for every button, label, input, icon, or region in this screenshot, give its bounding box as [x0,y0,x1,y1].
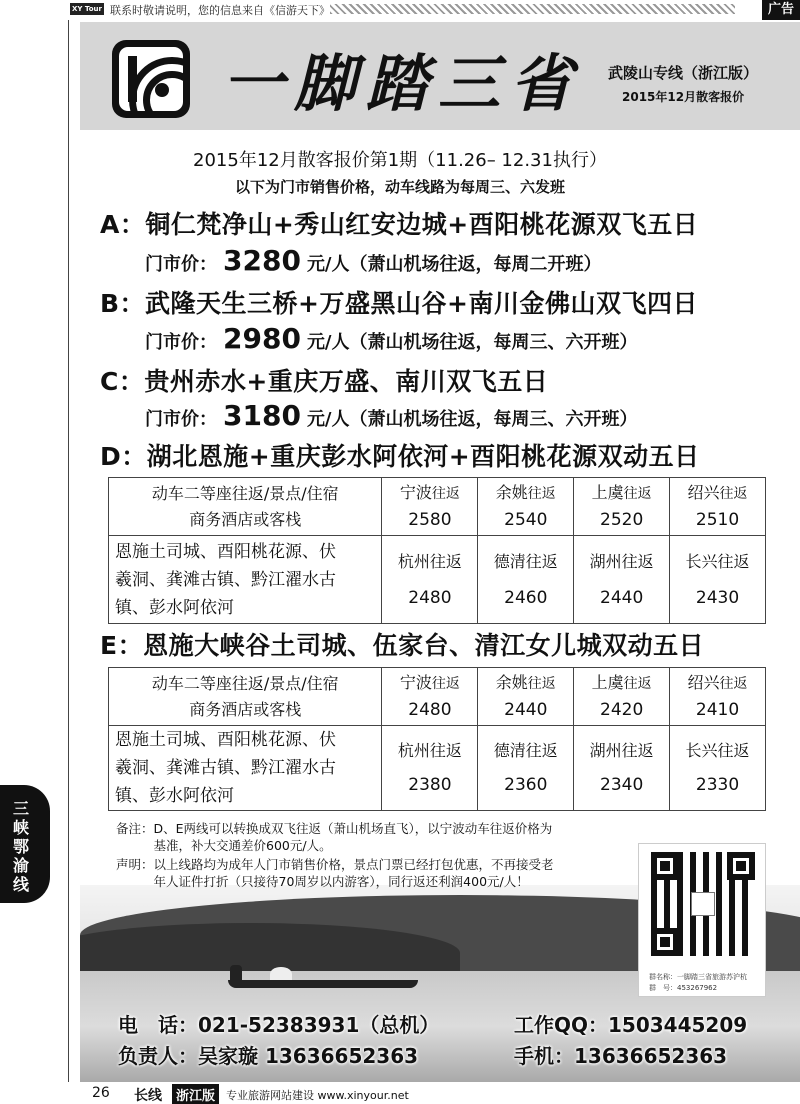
fare-cell: 德清往返 2460 [478,536,574,624]
fare-desc: 恩施土司城、酉阳桃花源、伏 羲洞、龚滩古镇、黔江濯水古 镇、彭水阿依河 [109,536,382,624]
price-value: 2980 [223,322,301,355]
footer [0,1082,800,1104]
route-b-title: B：武隆天生三桥+万盛黑山谷+南川金佛山双飞四日 [100,289,698,318]
fare-cell: 杭州往返 2480 [382,536,478,624]
fare-desc: 动车二等座往返/景点/住宿 商务酒店或客栈 [109,478,382,536]
table-row [109,536,766,624]
fare-cell: 余姚往返 2540 [478,478,574,536]
route-c-price [145,399,638,432]
table-row [109,478,766,536]
section-side-tab-label: 三峡鄂渝线 [12,799,29,894]
publication-logo: XY Tour [72,5,102,13]
fare-cell: 湖州往返 2340 [574,726,670,811]
price-note: （萧山机场往返，每周三、六开班） [349,332,638,353]
ad-badge: 广告 [762,0,800,20]
contact-phone: 电 话：021-52383931（总机） [118,1013,440,1037]
price-note: （萧山机场往返，每周三、六开班） [349,409,638,430]
fare-desc: 动车二等座往返/景点/住宿 商务酒店或客栈 [109,668,382,726]
route-c-title: C：贵州赤水+重庆万盛、南川双飞五日 [100,367,549,396]
table-row [109,726,766,811]
fare-desc: 恩施土司城、酉阳桃花源、伏 羲洞、龚滩古镇、黔江濯水古 镇、彭水阿依河 [109,726,382,811]
route-a-title: A：铜仁梵净山+秀山红安边城+酉阳桃花源双飞五日 [100,210,699,239]
fare-cell: 余姚往返 2440 [478,668,574,726]
fare-cell: 德清往返 2360 [478,726,574,811]
route-b-price [145,322,638,355]
contact-manager: 负责人：吴家璇 13636652363 [118,1044,419,1068]
route-e-fare-table [108,667,766,811]
fare-cell: 杭州往返 2380 [382,726,478,811]
price-prefix: 门市价： [145,332,217,353]
fare-cell: 上虞往返 2520 [574,478,670,536]
footer-slogan: 专业旅游网站建设 www.xinyour.net [226,1089,409,1102]
fare-cell: 宁波往返 2580 [382,478,478,536]
top-strip [0,0,800,20]
fare-cell: 湖州往返 2440 [574,536,670,624]
footer-region-badge: 浙江版 [172,1084,219,1104]
notes-block [116,820,656,892]
price-unit: 元/人 [306,409,350,430]
fare-cell: 绍兴往返 2410 [670,668,766,726]
price-unit: 元/人 [306,254,350,275]
qr-card [638,843,766,997]
table-row [109,668,766,726]
route-e-title: E：恩施大峡谷土司城、伍家台、清江女儿城双动五日 [100,631,705,660]
price-note: （萧山机场往返，每周二开班） [349,254,602,275]
route-d-fare-table [108,477,766,624]
period-label: 2015年12月散客报价 [622,90,745,104]
qr-caption: 群名称：一脚踏三省旅游苏沪杭 群 号：453267962 [649,973,747,992]
qr-code-icon [651,852,755,956]
route-d-title: D：湖北恩施+重庆彭水阿依河+酉阳桃花源双动五日 [100,442,700,471]
hatch-divider [330,4,735,14]
brand-title: 一脚踏三省 [222,47,583,120]
fare-cell: 长兴往返 2430 [670,536,766,624]
price-unit: 元/人 [306,332,350,353]
fare-cell: 宁波往返 2480 [382,668,478,726]
issue-title: 2015年12月散客报价第1期（11.26– 12.31执行） [193,150,607,171]
fare-cell: 绍兴往返 2510 [670,478,766,536]
price-value: 3280 [223,244,301,277]
edition-label: 武陵山专线（浙江版） [608,64,759,82]
fare-cell: 长兴往返 2330 [670,726,766,811]
page-number: 26 [92,1085,110,1101]
statement-text: 声明：以上线路均为成年人门市销售价格，景点门票已经打包优惠，不再接受老 年人证件打折（只接待70周岁以内游客），同行返还利润400元/人！ [116,857,554,889]
section-side-tab [0,785,50,903]
footer-section: 长线 [134,1088,162,1104]
contact-qq: 工作QQ：1503445209 [514,1013,748,1037]
price-value: 3180 [223,399,301,432]
subtitle: 以下为门市销售价格，动车线路为每周三、六发班 [234,178,565,196]
price-prefix: 门市价： [145,254,217,275]
fare-cell: 上虞往返 2420 [574,668,670,726]
source-notice: 联系时敬请说明，您的信息来自《信游天下》 [110,4,330,17]
contact-mobile: 手机：13636652363 [514,1044,728,1068]
brand-logo-icon [112,40,190,118]
remark-text: 备注：D、E两线可以转换成双飞往返（萧山机场直飞），以宁波动车往返价格为 基准，补大交通差价600元/人。 [116,821,553,853]
route-a-price [145,244,602,277]
price-prefix: 门市价： [145,409,217,430]
